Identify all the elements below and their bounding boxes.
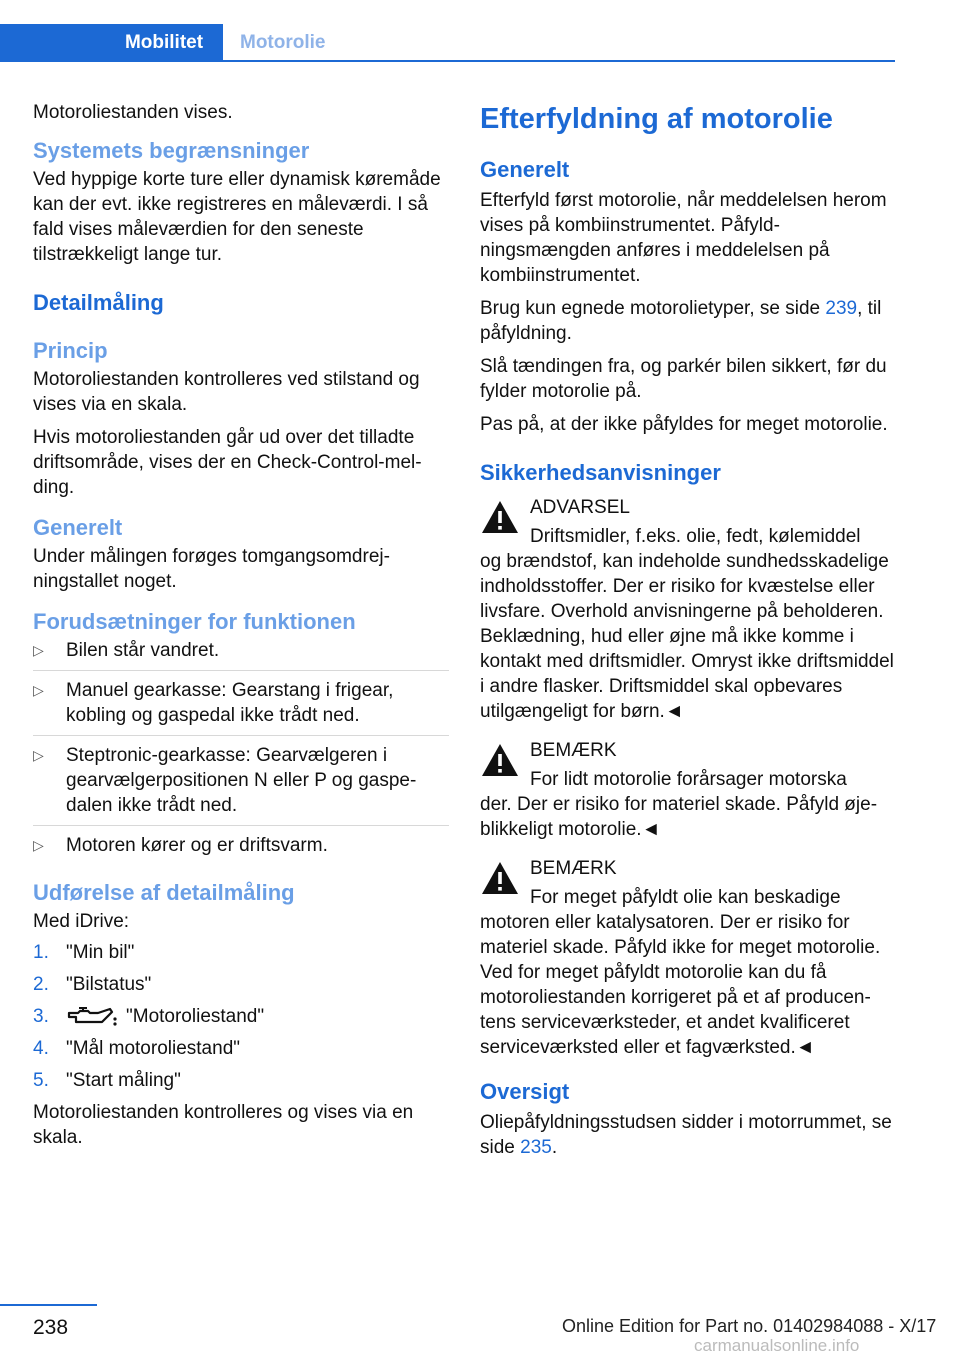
notice-rest: der. Der er risiko for materiel skade. Påfyld øjeblikkeligt motorolie.◄ — [480, 794, 878, 840]
prerequisites-list — [33, 638, 449, 865]
step-number: 5. — [33, 1070, 49, 1091]
system-limits-text: Ved hyppige korte ture eller dynamisk køremåde kan der evt. ikke registreres en måleværdi. I så fald vises måleværdien for den seneste tilstrækkeligt lange tur. — [33, 169, 441, 265]
notice-first-line: For meget påfyldt olie kan beskadige — [530, 887, 841, 908]
general-left-text: Under målingen forøges tomgangsomdrejningstallet noget. — [33, 546, 390, 592]
text-segment: , til påfyldning. — [480, 298, 882, 344]
oil-can-icon — [66, 1006, 118, 1028]
page-title: Efterfyldning af motorolie — [480, 103, 833, 135]
list-item — [33, 1068, 449, 1093]
triangle-right-icon: ▷ — [33, 642, 44, 658]
step-number: 4. — [33, 1038, 49, 1059]
triangle-right-icon: ▷ — [33, 837, 44, 853]
notice-label: BEMÆRK — [530, 858, 617, 879]
heading-prerequisites: Forudsætninger for funktionen — [33, 609, 356, 634]
edition-text: Online Edition for Part no. 01402984088 - X/17 — [562, 1316, 937, 1336]
list-item-text: Motoren kører og er driftsvarm. — [66, 835, 328, 856]
step-text: "Start måling" — [66, 1070, 181, 1091]
principle-text-2: Hvis motoroliestanden går ud over det tilladte driftsområde, vises der en Check-Control-melding. — [33, 427, 422, 498]
tab-bar-lead — [0, 24, 105, 62]
overview-text — [480, 1110, 898, 1160]
heading-system-limits: Systemets begrænsninger — [33, 138, 310, 163]
list-item — [33, 1004, 449, 1029]
text-segment: Brug kun egnede motorolietyper, se side — [480, 298, 826, 319]
text-segment: Oliepåfyldningsstudsen sidder i motorrummet, se side — [480, 1112, 892, 1158]
heading-perform-measurement: Udførelse af detailmåling — [33, 880, 295, 905]
watermark: carmanualsonline.info — [694, 1336, 860, 1355]
text-segment: . — [551, 1137, 558, 1158]
list-item — [33, 940, 449, 965]
notice-rest: motoren eller katalysatoren. Der er risiko for materiel skade. Påfyld ikke for meget motorolie. Ved for meget påfyldt motorolie kan du få motoroliestanden korrigeret på et af producentens serviceværksteder, et andet kvalificeret serviceværksted eller et fagværksted.◄ — [480, 912, 881, 1058]
list-item — [33, 972, 449, 997]
tab-mobilitet[interactable]: Mobilitet — [105, 24, 223, 62]
header-rule — [0, 60, 895, 62]
step-text: "Min bil" — [66, 942, 135, 963]
right-column — [480, 100, 898, 1168]
steps-list — [33, 940, 449, 1093]
general-right-text-1: Efterfyld først motorolie, når meddelelsen herom vises på kombiinstrumentet. Påfyldningsmængden anføres i meddelelsen på kombiinstrumentet. — [480, 190, 887, 286]
heading-overview: Oversigt — [480, 1079, 570, 1104]
heading-principle: Princip — [33, 338, 108, 363]
warning-triangle-icon — [480, 742, 520, 778]
list-item — [33, 638, 449, 671]
triangle-right-icon: ▷ — [33, 747, 44, 763]
page-number: 238 — [33, 1316, 69, 1339]
list-item — [33, 1036, 449, 1061]
notice-label: BEMÆRK — [530, 740, 617, 761]
step-number: 1. — [33, 942, 49, 963]
list-item-text: Steptronic-gearkasse: Gearvælgeren i gearvælgerpositionen N eller P og gaspedalen ikke trådt ned. — [66, 745, 417, 816]
list-item-text: Manuel gearkasse: Gearstang i frigear, kobling og gaspedal ikke trådt ned. — [66, 680, 394, 726]
warning-triangle-icon — [480, 499, 520, 535]
step-text: "Mål motoroliestand" — [66, 1038, 241, 1059]
warning-label: ADVARSEL — [530, 497, 630, 518]
step-number: 3. — [33, 1006, 49, 1027]
heading-detail-measurement: Detailmåling — [33, 290, 164, 315]
heading-safety: Sikkerhedsanvisninger — [480, 460, 721, 485]
heading-general-left: Generelt — [33, 515, 123, 540]
notice-first-line: For lidt motorolie forårsager motorska — [530, 769, 847, 790]
header-tabs — [0, 24, 895, 62]
warning-first-line: Driftsmidler, f.eks. olie, fedt, kølemiddel — [530, 526, 861, 547]
warning-rest: og brændstof, kan indeholde sundhedsskadelige indholdsstoffer. Der er risiko for kvæstelse eller livsfare. Overhold anvisningerne på beholderen. Beklædning, hud eller øjne må ikke komme i kontakt med driftsmidler. Omryst ikke driftsmiddel i andre flasker. Driftsmiddel skal opbevares utilgængeligt for børn.◄ — [480, 551, 894, 722]
step-number: 2. — [33, 974, 49, 995]
left-column — [33, 100, 449, 1158]
perform-intro: Med iDrive: — [33, 911, 130, 932]
footer-rule — [0, 1304, 97, 1306]
general-right-text-3: Slå tændingen fra, og parkér bilen sikkert, før du fylder motorolie på. — [480, 356, 887, 402]
warning-block — [480, 495, 898, 724]
intro-text: Motoroliestanden vises. — [33, 102, 233, 123]
notice-block — [480, 738, 898, 842]
list-item-text: Bilen står vandret. — [66, 640, 220, 661]
step-text: "Bilstatus" — [66, 974, 152, 995]
notice-block — [480, 856, 898, 1060]
warning-triangle-icon — [480, 860, 520, 896]
page-ref-link[interactable]: 239 — [825, 298, 858, 319]
general-right-text-4: Pas på, at der ikke påfyldes for meget motorolie. — [480, 414, 888, 435]
triangle-right-icon: ▷ — [33, 682, 44, 698]
tab-motorolie[interactable]: Motorolie — [240, 32, 326, 53]
list-item — [33, 743, 449, 826]
general-right-text-2 — [480, 296, 898, 346]
principle-text-1: Motoroliestanden kontrolleres ved stilstand og vises via en skala. — [33, 369, 420, 415]
heading-general-right: Generelt — [480, 157, 570, 182]
perform-outro: Motoroliestanden kontrolleres og vises via en skala. — [33, 1102, 414, 1148]
list-item — [33, 833, 449, 865]
step-text: "Motoroliestand" — [126, 1006, 265, 1027]
page-ref-link[interactable]: 235 — [520, 1137, 552, 1158]
list-item — [33, 678, 449, 736]
